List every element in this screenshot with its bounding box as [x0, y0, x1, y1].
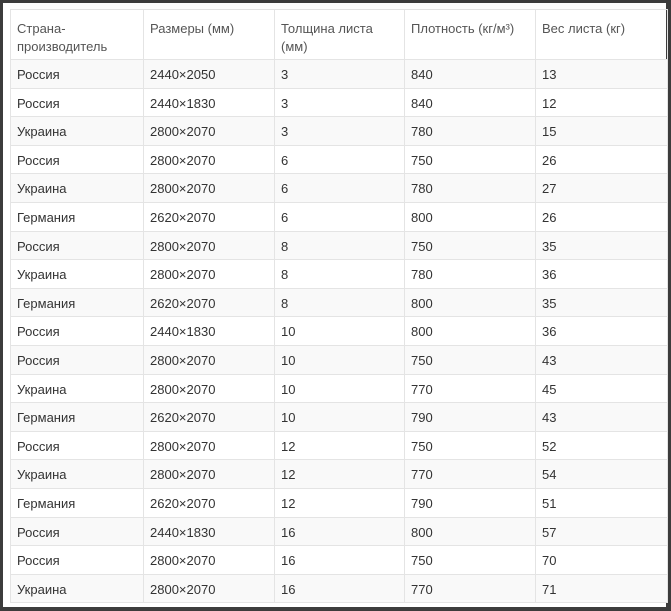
cell-density: 750 [405, 546, 536, 575]
table-row [11, 202, 668, 231]
cell-thickness: 3 [275, 117, 405, 146]
header-thickness: Толщина листа (мм) [275, 10, 405, 60]
cell-thickness: 12 [275, 488, 405, 517]
cell-thickness: 16 [275, 517, 405, 546]
cell-thickness: 8 [275, 231, 405, 260]
cell-density: 770 [405, 460, 536, 489]
cell-country: Украина [11, 374, 144, 403]
cell-density: 750 [405, 431, 536, 460]
cell-country: Россия [11, 231, 144, 260]
cell-country: Россия [11, 345, 144, 374]
header-dimensions: Размеры (мм) [144, 10, 275, 60]
cell-dimensions: 2800×2070 [144, 460, 275, 489]
cell-country: Украина [11, 174, 144, 203]
cell-country: Германия [11, 202, 144, 231]
cell-country: Россия [11, 145, 144, 174]
cell-thickness: 10 [275, 345, 405, 374]
table-row [11, 174, 668, 203]
cell-weight: 52 [536, 431, 668, 460]
cell-country: Украина [11, 460, 144, 489]
cell-weight: 15 [536, 117, 668, 146]
cell-weight: 26 [536, 202, 668, 231]
cell-country: Украина [11, 260, 144, 289]
table-row [11, 117, 668, 146]
cell-thickness: 8 [275, 288, 405, 317]
cell-dimensions: 2440×1830 [144, 88, 275, 117]
table-row [11, 88, 668, 117]
cell-thickness: 10 [275, 403, 405, 432]
cell-dimensions: 2620×2070 [144, 488, 275, 517]
cell-thickness: 10 [275, 374, 405, 403]
cell-weight: 35 [536, 231, 668, 260]
cell-density: 840 [405, 88, 536, 117]
table-row [11, 574, 668, 603]
cell-density: 840 [405, 60, 536, 89]
table-row [11, 145, 668, 174]
cell-density: 750 [405, 231, 536, 260]
cell-country: Россия [11, 517, 144, 546]
cell-thickness: 10 [275, 317, 405, 346]
header-density: Плотность (кг/м³) [405, 10, 536, 60]
cell-density: 780 [405, 260, 536, 289]
cell-weight: 36 [536, 317, 668, 346]
cell-density: 800 [405, 288, 536, 317]
cell-density: 790 [405, 403, 536, 432]
table-row [11, 260, 668, 289]
cell-thickness: 16 [275, 546, 405, 575]
cell-country: Россия [11, 88, 144, 117]
cell-density: 780 [405, 117, 536, 146]
cell-dimensions: 2800×2070 [144, 546, 275, 575]
cell-dimensions: 2800×2070 [144, 231, 275, 260]
cell-thickness: 6 [275, 145, 405, 174]
cell-weight: 71 [536, 574, 668, 603]
cell-weight: 27 [536, 174, 668, 203]
cell-dimensions: 2440×2050 [144, 60, 275, 89]
table-row [11, 546, 668, 575]
cell-density: 800 [405, 317, 536, 346]
cell-country: Россия [11, 546, 144, 575]
cell-dimensions: 2800×2070 [144, 574, 275, 603]
cell-thickness: 6 [275, 174, 405, 203]
cell-country: Германия [11, 403, 144, 432]
cell-country: Украина [11, 117, 144, 146]
cell-country: Украина [11, 574, 144, 603]
cell-dimensions: 2800×2070 [144, 374, 275, 403]
cell-dimensions: 2800×2070 [144, 117, 275, 146]
table-row [11, 60, 668, 89]
cell-density: 780 [405, 174, 536, 203]
table-row [11, 345, 668, 374]
cell-weight: 43 [536, 403, 668, 432]
cell-weight: 45 [536, 374, 668, 403]
cell-dimensions: 2800×2070 [144, 431, 275, 460]
cell-dimensions: 2800×2070 [144, 174, 275, 203]
table-row [11, 288, 668, 317]
cell-dimensions: 2620×2070 [144, 403, 275, 432]
cell-weight: 36 [536, 260, 668, 289]
cell-weight: 54 [536, 460, 668, 489]
plywood-spec-table [10, 9, 668, 603]
cell-weight: 51 [536, 488, 668, 517]
cell-dimensions: 2620×2070 [144, 288, 275, 317]
cell-weight: 12 [536, 88, 668, 117]
cell-dimensions: 2800×2070 [144, 145, 275, 174]
cell-country: Россия [11, 60, 144, 89]
cell-density: 750 [405, 145, 536, 174]
header-row [11, 10, 668, 60]
table-row [11, 231, 668, 260]
table-row [11, 403, 668, 432]
cell-thickness: 6 [275, 202, 405, 231]
cell-dimensions: 2800×2070 [144, 260, 275, 289]
table-body [11, 60, 668, 603]
table-row [11, 317, 668, 346]
table-header [11, 10, 668, 60]
cell-weight: 13 [536, 60, 668, 89]
cell-thickness: 12 [275, 460, 405, 489]
cell-thickness: 16 [275, 574, 405, 603]
header-country: Страна-производитель [11, 10, 144, 60]
header-weight: Вес листа (кг) [536, 10, 668, 60]
cell-country: Россия [11, 317, 144, 346]
cell-density: 770 [405, 574, 536, 603]
cell-thickness: 8 [275, 260, 405, 289]
cell-density: 770 [405, 374, 536, 403]
cell-weight: 43 [536, 345, 668, 374]
cell-weight: 26 [536, 145, 668, 174]
table-row [11, 488, 668, 517]
cell-dimensions: 2800×2070 [144, 345, 275, 374]
cell-weight: 70 [536, 546, 668, 575]
cell-density: 790 [405, 488, 536, 517]
cell-thickness: 3 [275, 60, 405, 89]
cell-dimensions: 2620×2070 [144, 202, 275, 231]
cell-thickness: 3 [275, 88, 405, 117]
cell-country: Россия [11, 431, 144, 460]
cell-density: 800 [405, 517, 536, 546]
table-row [11, 431, 668, 460]
cell-weight: 57 [536, 517, 668, 546]
cell-weight: 35 [536, 288, 668, 317]
cell-dimensions: 2440×1830 [144, 517, 275, 546]
table-row [11, 460, 668, 489]
cell-country: Германия [11, 488, 144, 517]
cell-density: 750 [405, 345, 536, 374]
cell-thickness: 12 [275, 431, 405, 460]
table-row [11, 374, 668, 403]
cell-density: 800 [405, 202, 536, 231]
cell-dimensions: 2440×1830 [144, 317, 275, 346]
table-row [11, 517, 668, 546]
cell-country: Германия [11, 288, 144, 317]
